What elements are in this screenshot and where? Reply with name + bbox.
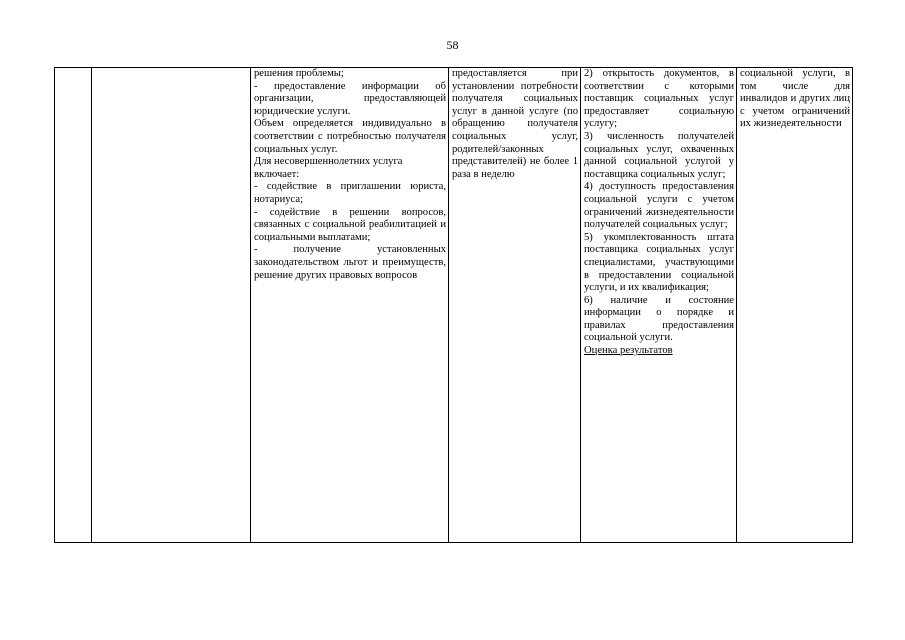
indicator-item: 5) укомплектованность штата поставщика социальных услуг специалистами, участвующими в предоставлении социальной услуги, и их квалификация; (584, 231, 734, 294)
page-number: 58 (446, 38, 459, 52)
cell-service-name (92, 68, 251, 543)
description-line: - получение установленных законодательством льгот и преимуществ, решение других правовых вопросов (254, 244, 446, 281)
description-line: Для несовершеннолетних услуга включает: (254, 156, 403, 180)
description-line: - предоставление информации об организации, предоставляющей юридические услуги. (254, 80, 446, 117)
conditions-text: социальной услуги, в том числе для инвалидов и других лиц с учетом ограничений их жизнедеятельности (740, 68, 850, 130)
cell-service-description (251, 68, 449, 543)
indicator-item: 3) численность получателей социальных услуг, охваченных данной социальной услугой у поставщика социальных услуг; (584, 130, 734, 180)
description-line: - содействие в решении вопросов, связанных с социальной реабилитацией и социальными выплатами; (254, 206, 446, 243)
terms-text: предоставляется при установлении потребности получателя социальных услуг в данной услуге (по обращению получателя социальных услуг, родителей/законных представителей) не более 1 раза в неделю (452, 68, 578, 180)
cell-service-terms (449, 68, 581, 543)
cell-quality-indicators (581, 68, 737, 543)
description-line: - содействие в приглашении юриста, нотариуса; (254, 181, 446, 205)
indicator-item: 4) доступность предоставления социальной услуги с учетом ограничений жизнедеятельности получателей социальных услуг; (584, 181, 734, 231)
indicator-item: 6) наличие и состояние информации о порядке и правилах предоставления социальной услуги. (584, 294, 734, 344)
service-table (54, 67, 853, 543)
indicator-item: 2) открытость документов, в соответствии с которыми поставщик социальных услуг предоставляет социальную услугу; (584, 68, 734, 130)
cell-number (55, 68, 92, 543)
indicator-tail: Оценка результатов (584, 345, 673, 357)
description-line: решения проблемы; (254, 68, 344, 79)
cell-conditions (737, 68, 853, 543)
description-line: Объем определяется индивидуально в соответствии с потребностью получателя социальных услуг. (254, 118, 446, 155)
table-row (55, 68, 853, 543)
